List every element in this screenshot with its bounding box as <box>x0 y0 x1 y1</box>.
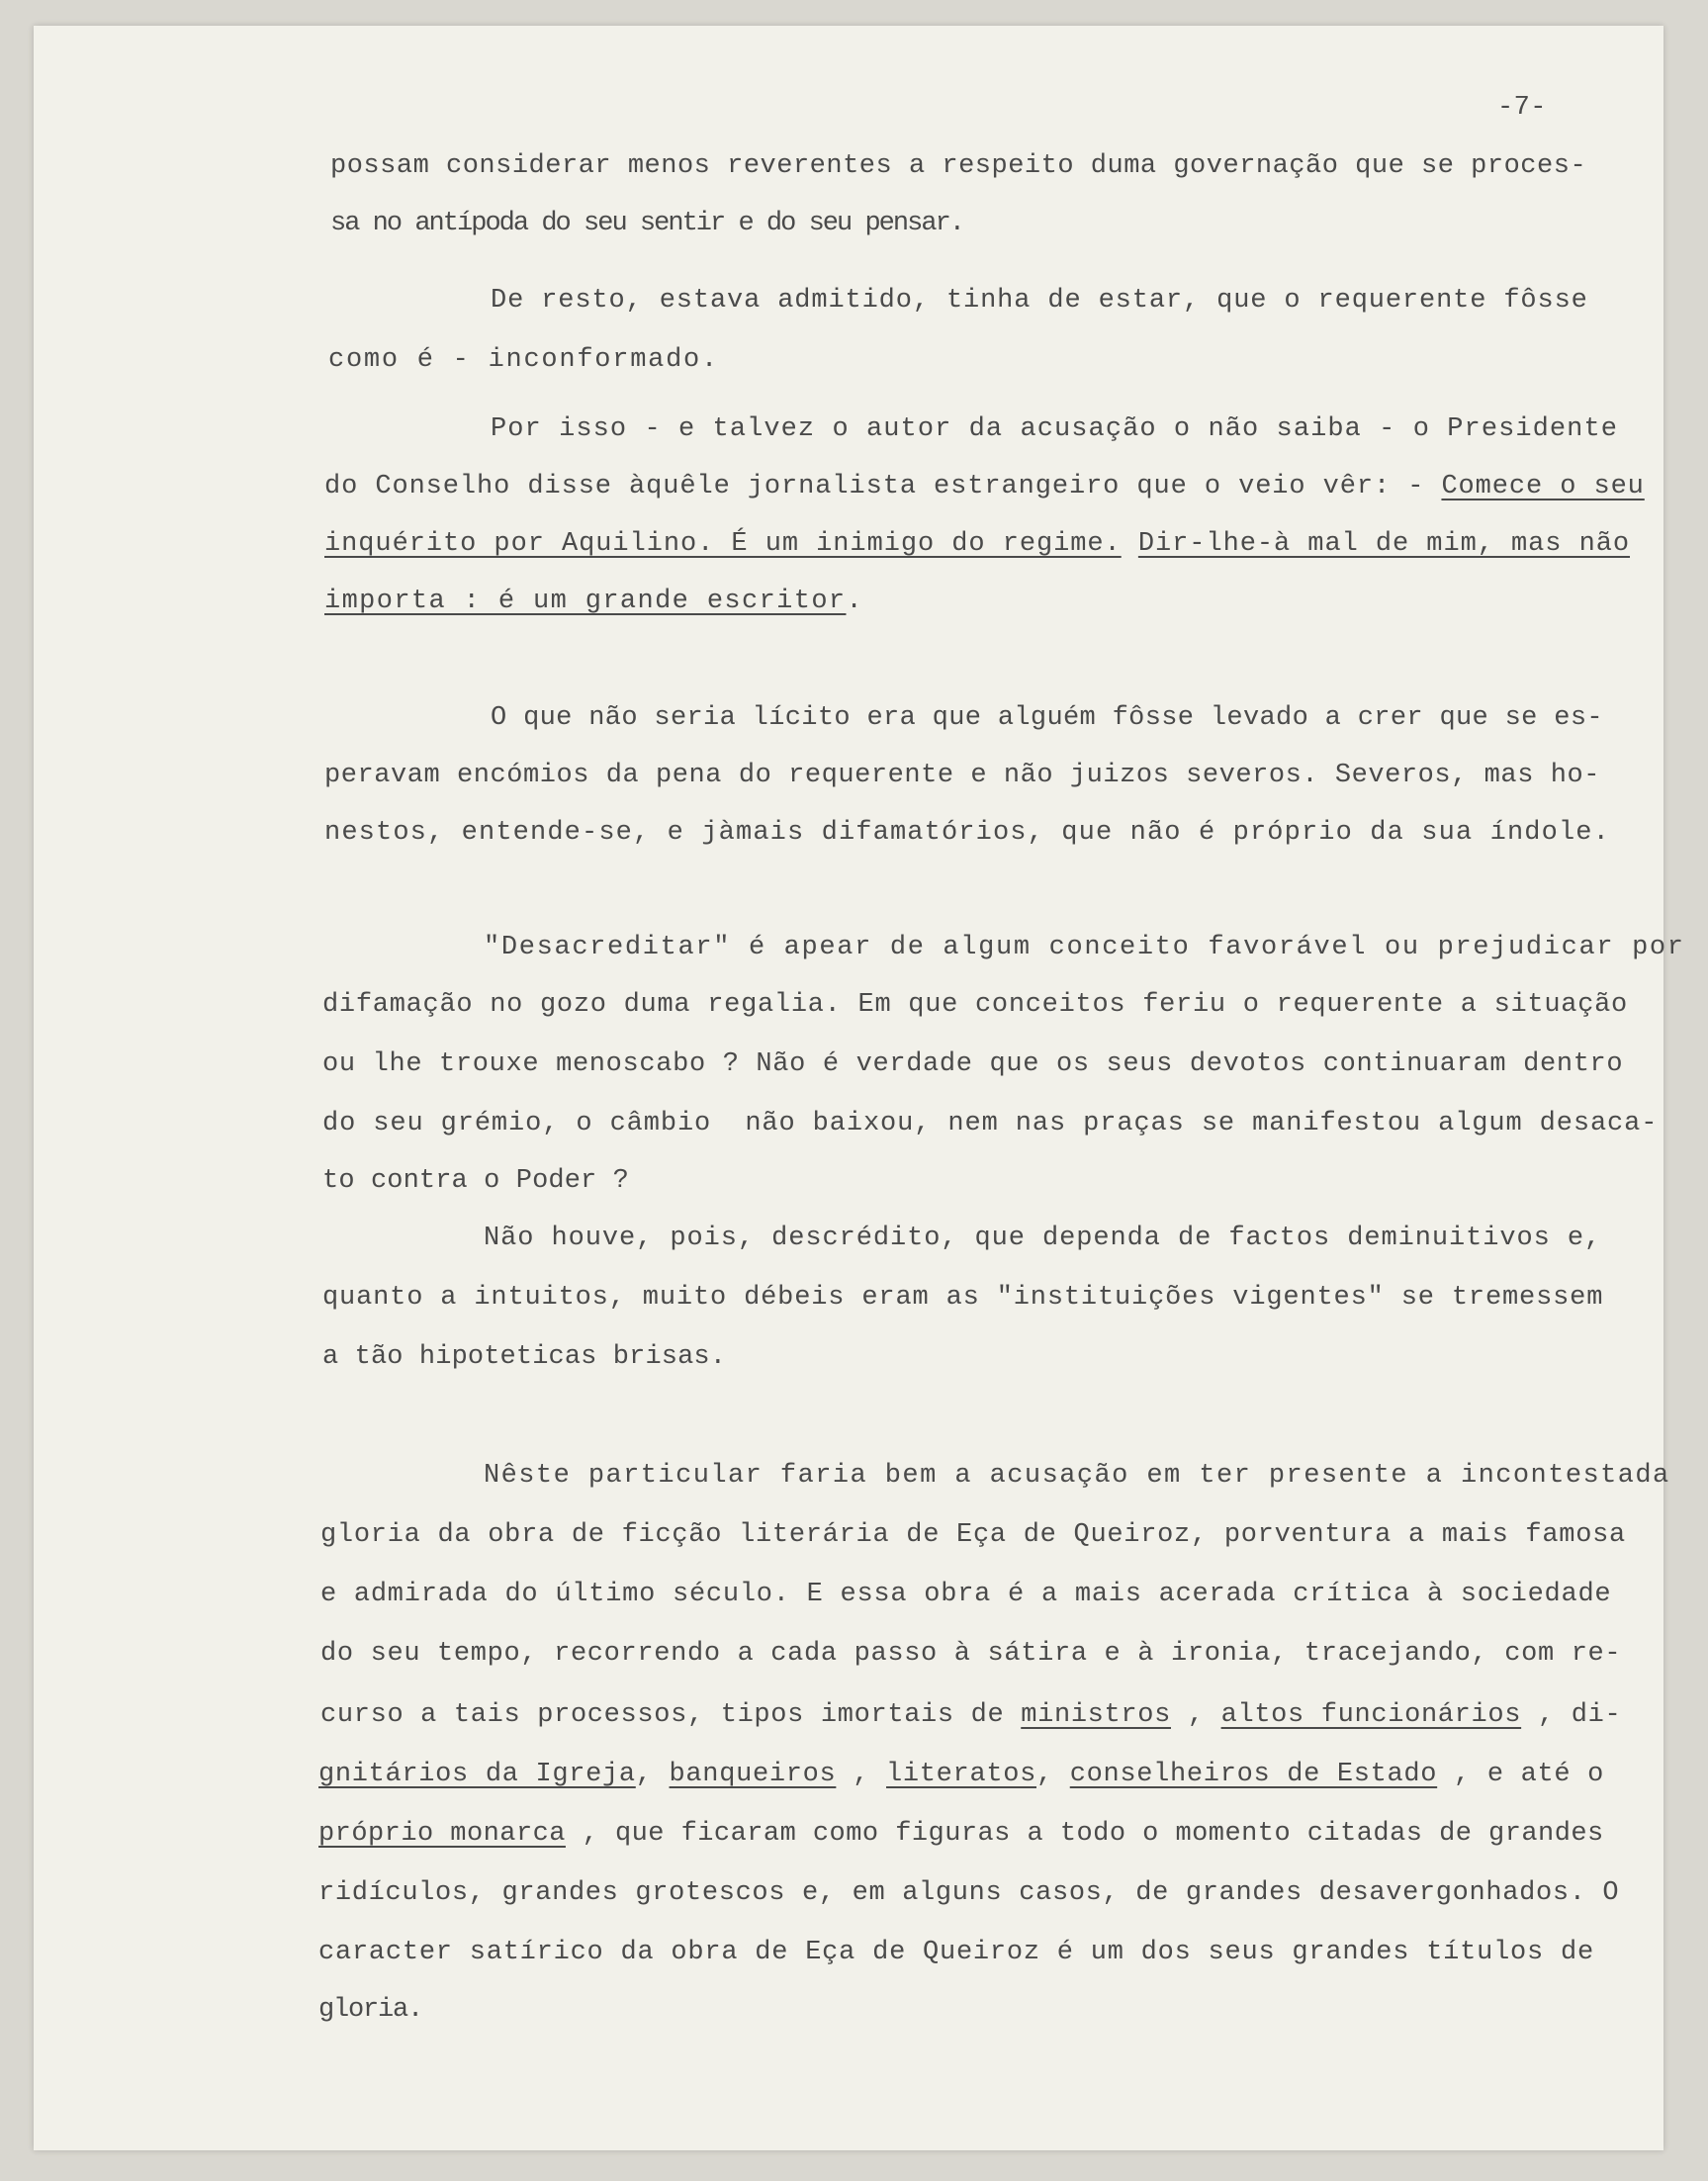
text-line <box>322 1278 1603 1318</box>
page-number: -7- <box>1497 93 1547 123</box>
underlined-phrase: inquérito por Aquilino. É um inimigo do regime. <box>324 529 1122 559</box>
text-segment: gloria da obra de ficção literária de Eça de Queiroz, porventura a mais famosa <box>320 1520 1626 1550</box>
text-segment: O que não seria lícito era que alguém fôsse levado a crer que se es- <box>491 703 1603 733</box>
text-segment: quanto a intuitos, muito débeis eram as "instituições vigentes" se tremessem <box>322 1283 1604 1313</box>
text-line <box>320 1695 1621 1735</box>
underlined-phrase: próprio monarca <box>318 1819 566 1849</box>
text-segment: , di- <box>1521 1700 1622 1730</box>
underlined-phrase: gnitários da Igreja <box>318 1760 636 1789</box>
text-segment: , <box>1171 1700 1221 1730</box>
text-line <box>320 1575 1611 1614</box>
text-segment: De resto, estava admitido, tinha de estar, que o requerente fôsse <box>491 286 1588 316</box>
text-line <box>322 1337 726 1377</box>
underlined-phrase: altos funcionários <box>1220 1700 1522 1730</box>
text-segment: peravam encómios da pena do requerente e não juizos severos. Severos, mas ho- <box>324 761 1600 790</box>
text-segment: , <box>635 1760 670 1789</box>
text-segment: curso a tais processos, tipos imortais de <box>320 1700 1022 1730</box>
text-segment: Por isso - e talvez o autor da acusação o não saiba - o Presidente <box>491 414 1618 444</box>
text-segment: ou lhe trouxe menoscabo ? Não é verdade que os seus devotos continuaram dentro <box>322 1049 1624 1079</box>
underlined-phrase: importa : é um grande escritor <box>324 587 847 616</box>
text-segment: , <box>836 1760 887 1789</box>
text-segment: difamação no gozo duma regalia. Em que conceitos feriu o requerente a situação <box>322 990 1628 1020</box>
text-segment: gloria. <box>318 1995 423 2025</box>
text-segment: sa no antípoda do seu sentir e do seu pensar. <box>330 209 964 238</box>
text-segment: como é - inconformado. <box>328 345 719 375</box>
text-line <box>491 409 1618 449</box>
text-segment: do Conselho disse àquêle jornalista estrangeiro que o veio vêr: - <box>324 472 1442 501</box>
text-line <box>318 1755 1604 1794</box>
text-line <box>318 1873 1619 1913</box>
text-line <box>324 467 1645 506</box>
underlined-phrase: Dir-lhe-à mal de mim, mas não <box>1137 529 1631 559</box>
text-segment: a tão hipoteticas brisas. <box>322 1342 727 1372</box>
text-line <box>330 146 1586 186</box>
text-line <box>324 813 1610 853</box>
text-line <box>484 928 1685 967</box>
text-segment: Nêste particular faria bem a acusação em ter presente a incontestada <box>484 1461 1670 1491</box>
text-line <box>328 340 719 380</box>
text-line <box>322 1161 629 1201</box>
typewritten-sheet <box>34 26 1685 2150</box>
underlined-phrase: literatos <box>886 1760 1036 1789</box>
underlined-phrase: banqueiros <box>669 1760 837 1789</box>
text-line <box>318 1814 1604 1854</box>
text-segment: caracter satírico da obra de Eça de Queiroz é um dos seus grandes títulos de <box>318 1938 1594 1967</box>
text-line <box>324 582 863 621</box>
text-segment: Não houve, pois, descrédito, que dependa de factos deminuitivos e, <box>484 1224 1602 1253</box>
text-segment: nestos, entende-se, e jàmais difamatórios, que não é próprio da sua índole. <box>324 818 1610 848</box>
text-segment: , que ficaram como figuras a todo o momento citadas de grandes <box>565 1819 1604 1849</box>
text-line <box>324 524 1630 564</box>
text-line <box>322 985 1628 1025</box>
text-segment: to contra o Poder ? <box>322 1166 629 1196</box>
text-segment: do seu tempo, recorrendo a cada passo à sátira e à ironia, tracejando, com re- <box>320 1639 1622 1669</box>
text-segment: ridículos, grandes grotescos e, em alguns casos, de grandes desavergonhados. O <box>318 1878 1620 1908</box>
text-line <box>491 698 1603 738</box>
text-line <box>322 1104 1658 1143</box>
text-segment: . <box>846 587 864 616</box>
underlined-phrase: Comece o seu <box>1441 472 1645 501</box>
text-segment <box>1122 529 1138 559</box>
text-segment: , e até o <box>1437 1760 1604 1789</box>
text-segment: "Desacreditar" é apear de algum conceito favorável ou prejudicar por <box>484 933 1685 962</box>
text-line <box>322 1045 1623 1084</box>
text-segment: , <box>1035 1760 1070 1789</box>
text-line <box>318 1933 1594 1972</box>
text-line <box>484 1219 1601 1258</box>
underlined-phrase: conselheiros de Estado <box>1069 1760 1438 1789</box>
text-segment: do seu grémio, o câmbio não baixou, nem nas praças se manifestou algum desaca- <box>322 1109 1659 1138</box>
text-line <box>324 756 1600 795</box>
text-line <box>320 1515 1626 1555</box>
underlined-phrase: ministros <box>1021 1700 1171 1730</box>
text-line <box>491 281 1588 320</box>
text-segment: e admirada do último século. E essa obra é a mais acerada crítica à sociedade <box>320 1580 1612 1609</box>
text-line <box>330 204 963 243</box>
text-segment: possam considerar menos reverentes a respeito duma governação que se proces- <box>330 151 1587 181</box>
text-line <box>484 1456 1670 1496</box>
text-line <box>318 1990 422 2030</box>
text-line <box>320 1634 1621 1674</box>
